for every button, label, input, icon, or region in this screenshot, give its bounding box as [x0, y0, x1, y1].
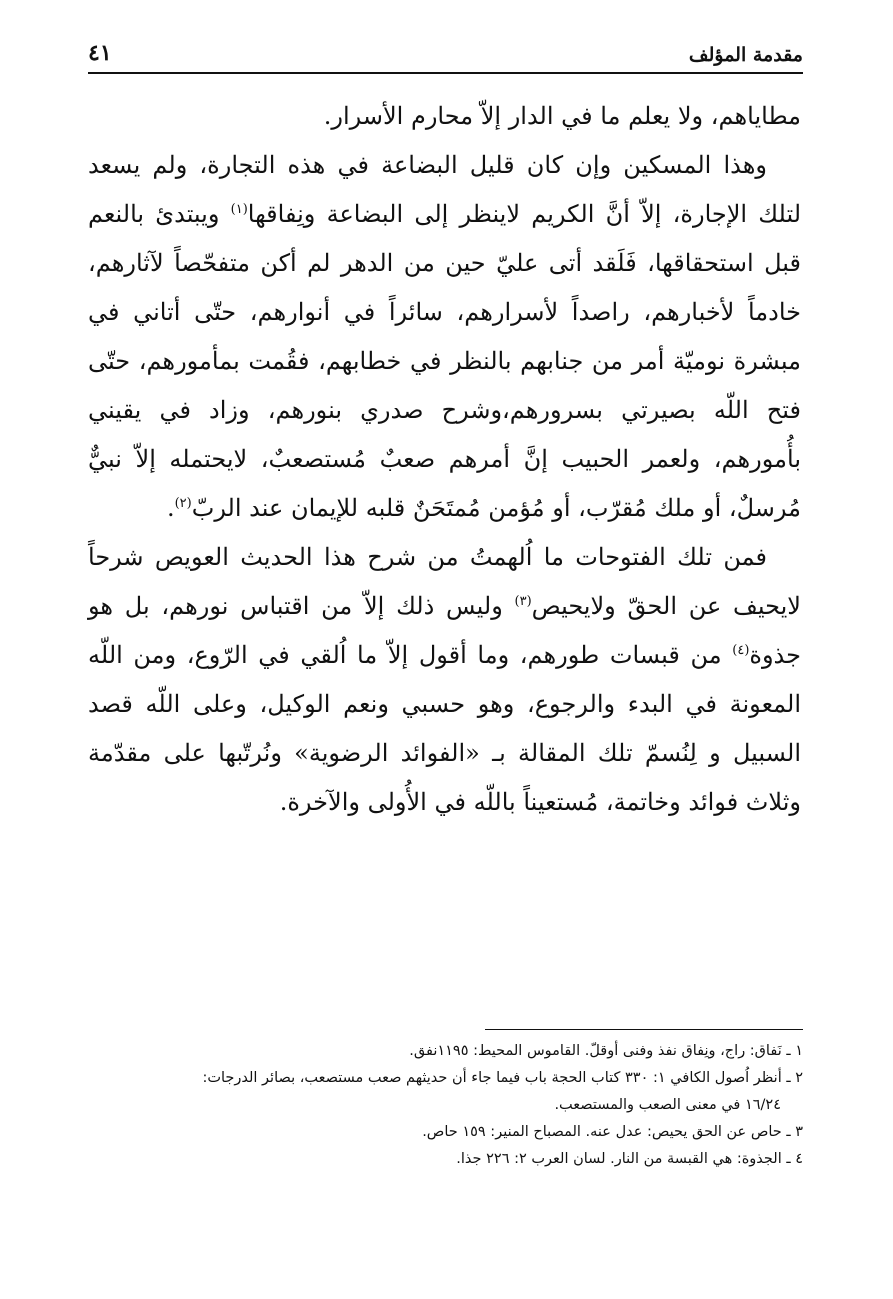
footnote-ref-2[interactable]: (٢) [174, 496, 192, 511]
page-number: ٤١ [88, 40, 112, 66]
paragraph-2-end: . [166, 494, 175, 522]
footnote-ref-4[interactable]: (٤) [732, 643, 750, 658]
paragraph-1-text: مطاياهم، ولا يعلم ما في الدار إلاّ محارم الأسرار. [323, 102, 801, 130]
paragraph-3 [88, 533, 801, 827]
paragraph-1 [88, 92, 801, 141]
paragraph-2-text-a: وهذا المسكين وإن كان قليل البضاعة في هذه التجارة، ولم يسعد لتلك الإجارة، إلاّ أنَّ الكريم لاينظر إلى البضاعة ونِفاقها [88, 151, 801, 228]
page-header [88, 28, 803, 74]
running-head: مقدمة المؤلف [688, 44, 803, 66]
footnote-ref-1[interactable]: (١) [230, 202, 248, 217]
footnote-2: ٢ ـ أنظر اُصول الكافي ١: ٣٣٠ كتاب الحجة باب فيما جاء أن حديثهم صعب مستصعب، بصائر الدرجات: [202, 1070, 803, 1086]
main-text [88, 92, 801, 827]
footnote-4: ٤ ـ الجذوة: هي القبسة من النار. لسان العرب ٢: ٢٢٦ جذا. [456, 1151, 803, 1167]
footnote-3: ٣ ـ حاص عن الحق يحيص: عدل عنه. المصباح المنير: ١٥٩ حاص. [422, 1124, 803, 1140]
footnote-2-continuation: ١٦/٢٤ في معنى الصعب والمستصعب. [554, 1097, 781, 1113]
footnotes [86, 1038, 803, 1173]
footnote-divider [485, 1029, 803, 1030]
footnote-1: ١ ـ نَفاق: راج، ونِفاق نفذ وفنى أوقلّ. القاموس المحيط: ١١٩٥نفق. [409, 1043, 803, 1059]
paragraph-3-text-b: وليس ذلك إلاّ من اقتباس نورهم، بل هو جذوة [88, 592, 801, 669]
footnote-ref-3[interactable]: (٣) [514, 594, 532, 609]
paragraph-2-text-b: ويبتدئ بالنعم قبل استحقاقها، فَلَقد أتى عليّ حين من الدهر لم أكن متفحّصاً لآثارهم، خادماً لأخبارهم، راصداً لأسرارهم، سائراً في أنوارهم، حتّى أتاني في مبشرة نوميّة أمر من جنابهم بالنظر في خطابهم، فقُمت بمأمورهم، حتّى فتح اللّه بصيرتي بسرورهم،وشرح صدري بنورهم، وزاد في يقيني بأُمورهم، ولعمر الحبيب إنَّ أمرهم صعبٌ مُستصعبٌ، لايحتمله إلاّ نبيٌّ مُرسلٌ، أو ملك مُقرّب، أو مُؤمن مُمتَحَنٌ قلبه للإيمان عند الربّ [88, 200, 801, 522]
paragraph-2 [88, 141, 801, 533]
paragraph-3-text-a: فمن تلك الفتوحات ما اُلهمتُ من شرح هذا الحديث العويص شرحاً لايحيف عن الحقّ ولايحيص [88, 543, 801, 620]
paragraph-3-text-c: من قبسات طورهم، وما أقول إلاّ ما اُلقي في الرّوع، ومن اللّه المعونة في البدء والرجوع، وهو حسبي ونعم الوكيل، وعلى اللّه قصد السبيل و لِنُسمّ تلك المقالة بـ «الفوائد الرضوية» ونُرتّبها على مقدّمة وثلاث فوائد وخاتمة، مُستعيناً باللّه في الأُولى والآخرة. [88, 641, 801, 816]
